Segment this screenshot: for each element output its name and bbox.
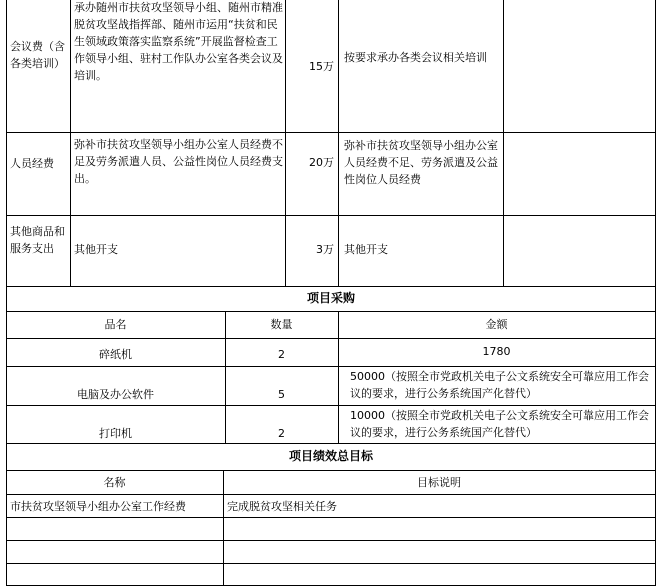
budget-category: 人员经费	[10, 157, 54, 170]
procurement-item-amount: 10000（按照全市党政机关电子公文系统安全可靠应用工作会议的要求，进行公务系统国产化替代）	[350, 409, 649, 439]
procurement-item-name: 打印机	[99, 427, 132, 440]
procurement-item-name: 碎纸机	[99, 348, 132, 361]
procurement-item-quantity: 2	[278, 348, 285, 361]
procurement-title: 项目采购	[306, 291, 355, 305]
procurement-item-quantity: 2	[278, 427, 285, 440]
budget-content: 弥补市扶贫攻坚领导小组办公室人员经费不足及劳务派遣人员、公益性岗位人员经费支出。	[74, 138, 283, 185]
budget-basis: 弥补市扶贫攻坚领导小组办公室人员经费不足、劳务派遣及公益性岗位人员经费	[344, 139, 498, 186]
procurement-item-amount: 50000（按照全市党政机关电子公文系统安全可靠应用工作会议的要求，进行公务系统国产化替代）	[350, 370, 649, 400]
performance-item-name: 市扶贫攻坚领导小组办公室工作经费	[10, 500, 186, 513]
performance-header-desc: 目标说明	[417, 476, 461, 489]
performance-header-name: 名称	[103, 476, 126, 489]
budget-amount: 3万	[316, 243, 334, 256]
performance-title: 项目绩效总目标	[288, 449, 373, 463]
budget-amount: 15万	[309, 60, 334, 73]
budget-amount: 20万	[309, 156, 334, 169]
budget-category: 会议费（含各类培训）	[10, 40, 65, 70]
performance-item-desc: 完成脱贫攻坚相关任务	[227, 500, 337, 513]
budget-content: 其他开支	[74, 243, 118, 256]
procurement-item-quantity: 5	[278, 388, 285, 401]
budget-basis: 按要求承办各类会议相关培训	[344, 51, 487, 64]
budget-basis: 其他开支	[344, 243, 388, 256]
budget-category: 其他商品和服务支出	[10, 225, 65, 255]
procurement-header-amount: 金额	[485, 318, 508, 331]
procurement-item-amount: 1780	[482, 345, 511, 358]
procurement-header-name: 品名	[104, 318, 127, 331]
budget-content: 承办随州市扶贫攻坚领导小组、随州市精准脱贫攻坚战指挥部、随州市运用“扶贫和民生领域政策落实监察系统”开展监督检查工作领导小组、驻村工作队办公室各类会议及培训。	[74, 1, 283, 82]
procurement-header-quantity: 数量	[270, 318, 293, 331]
procurement-item-name: 电脑及办公软件	[77, 388, 154, 401]
